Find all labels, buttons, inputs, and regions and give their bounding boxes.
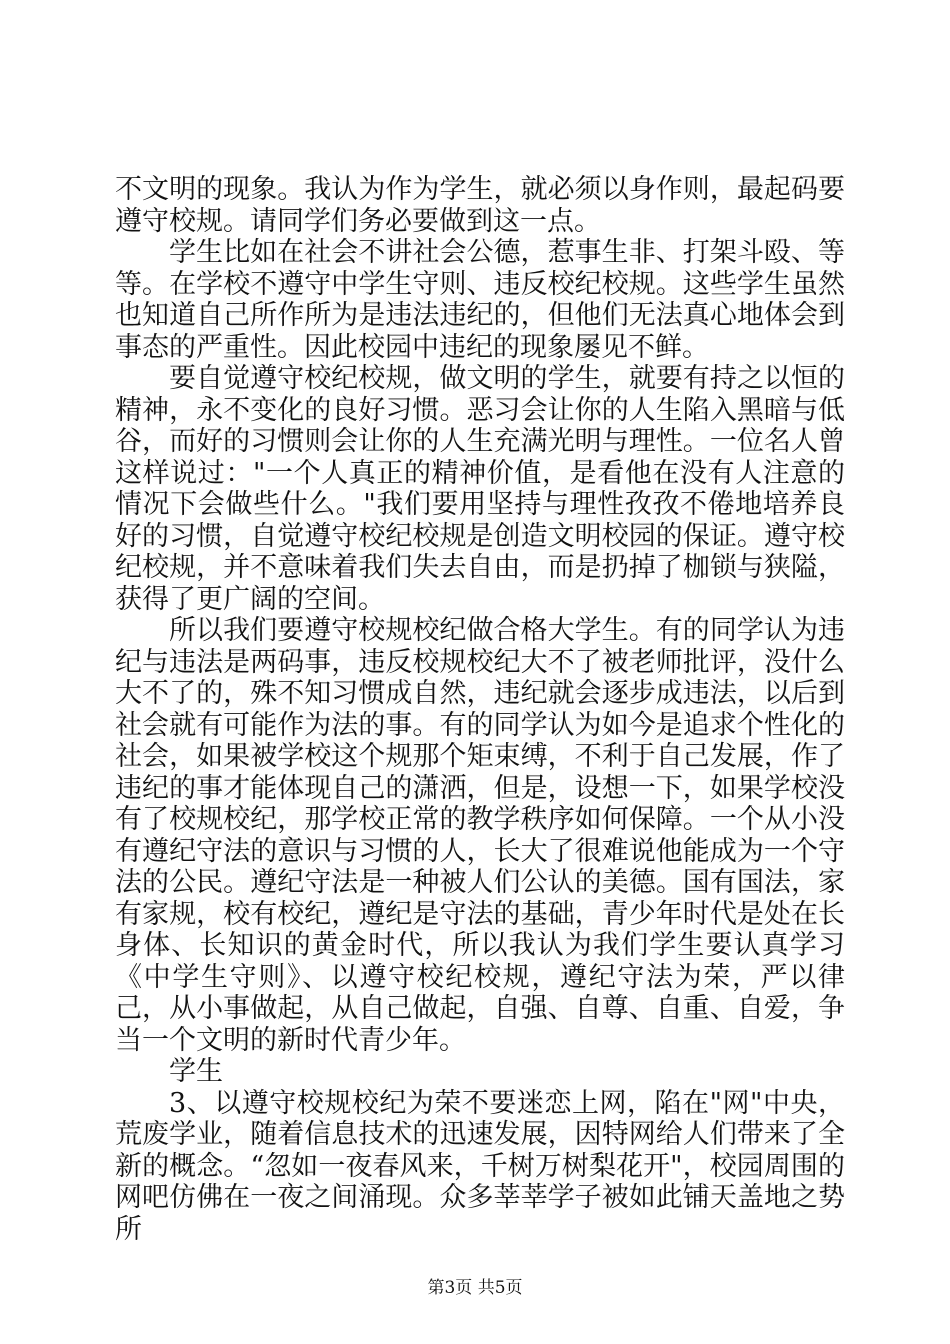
paragraph-3: 要自觉遵守校纪校规，做文明的学生，就要有持之以恒的精神，永不变化的良好习惯。恶习会让你的人生陷入黑暗与低谷，而好的习惯则会让你的人生充满光明与理性。一位名人曾这样说过："一个人真正的精神价值，是看他在没有人注意的情况下会做些什么。"我们要用坚持与理性孜孜不倦地培养良好的习惯，自觉遵守校纪校规是创造文明校园的保证。遵守校纪校规，并不意味着我们失去自由，而是扔掉了枷锁与狭隘，获得了更广阔的空间。 bbox=[115, 363, 845, 615]
page-number-footer: 第3页 共5页 bbox=[427, 1278, 523, 1298]
paragraph-5: 学生 bbox=[169, 1056, 223, 1087]
paragraph-1: 不文明的现象。我认为作为学生，就必须以身作则，最起码要遵守校规。请同学们务必要做到这一点。 bbox=[115, 174, 845, 237]
paragraph-4: 所以我们要遵守校规校纪做合格大学生。有的同学认为违纪与违法是两码事，违反校规校纪大不了被老师批评，没什么大不了的，殊不知习惯成自然，违纪就会逐步成违法，以后到社会就有可能作为法的事。有的同学认为如今是追求个性化的社会，如果被学校这个规那个矩束缚，不利于自己发展，作了违纪的事才能体现自己的潇洒，但是，设想一下，如果学校没有了校规校纪，那学校正常的教学秩序如何保障。一个从小没有遵纪守法的意识与习惯的人，长大了很难说他能成为一个守法的公民。遵纪守法是一种被人们公认的美德。国有国法，家有家规，校有校纪，遵纪是守法的基础，青少年时代是处在长身体、长知识的黄金时代，所以我认为我们学生要认真学习《中学生守则》、以遵守校纪校规，遵纪守法为荣，严以律己，从小事做起，从自己做起，自强、自尊、自重、自爱，争当一个文明的新时代青少年。 bbox=[115, 615, 845, 1056]
paragraph-6: 3、以遵守校规校纪为荣不要迷恋上网，陷在"网"中央，荒废学业，随着信息技术的迅速发展，因特网给人们带来了全新的概念。“忽如一夜春风来，千树万树梨花开"，校园周围的网吧仿佛在一夜之间涌现。众多莘莘学子被如此铺天盖地之势所 bbox=[115, 1087, 845, 1245]
body-text bbox=[115, 174, 845, 1245]
paragraph-2: 学生比如在社会不讲社会公德，惹事生非、打架斗殴、等等。在学校不遵守中学生守则、违反校纪校规。这些学生虽然也知道自己所作所为是违法违纪的，但他们无法真心地体会到事态的严重性。因此校园中违纪的现象屡见不鲜。 bbox=[115, 237, 845, 363]
